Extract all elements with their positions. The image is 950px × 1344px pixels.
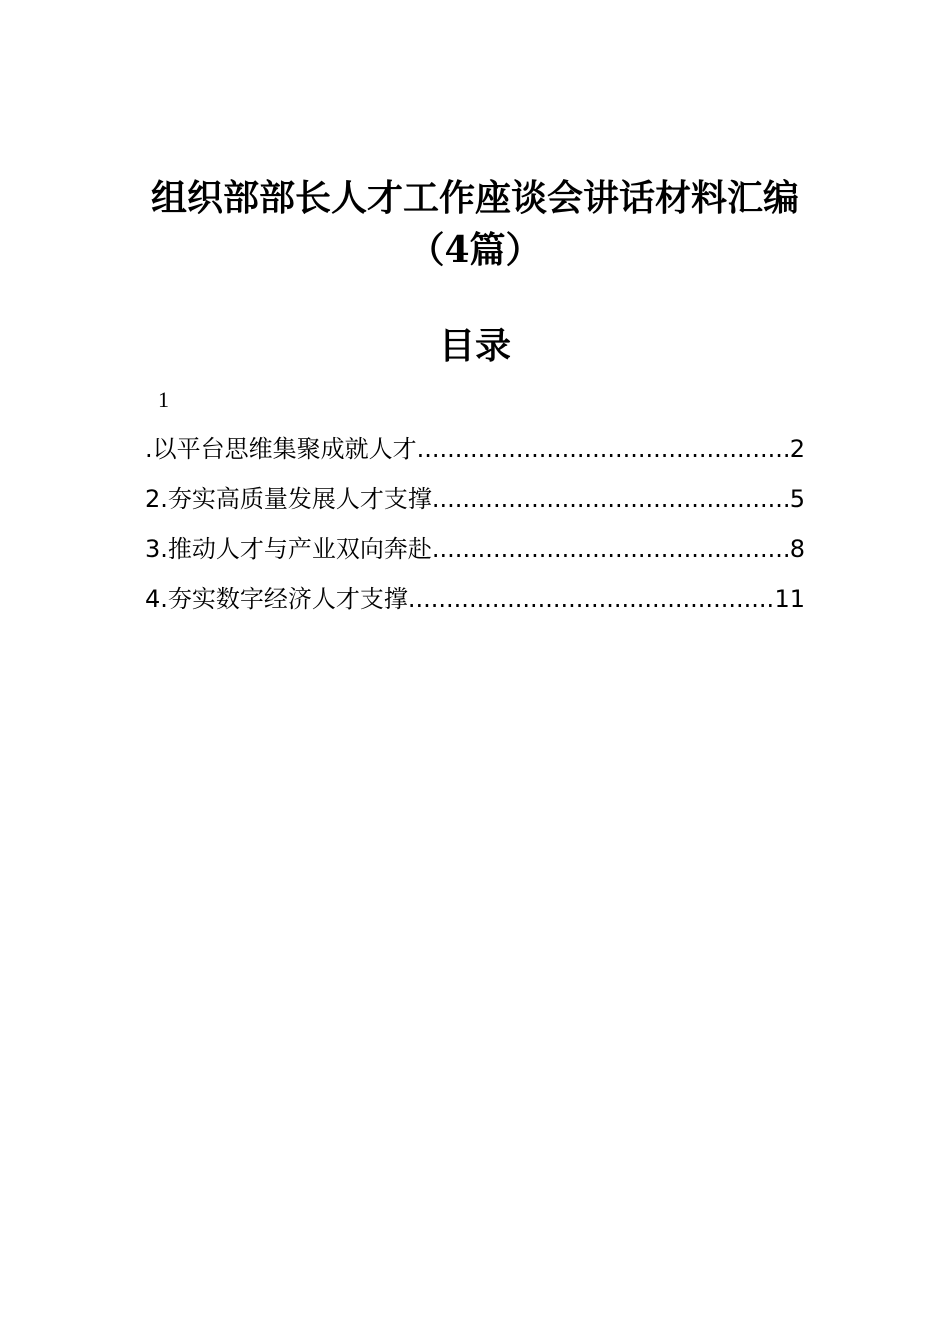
toc-dot-leader xyxy=(432,482,790,516)
toc-dot-leader xyxy=(432,532,790,566)
toc-entry-label: 4.夯实数字经济人才支撑 xyxy=(145,585,408,613)
toc-entry-label: 2.夯实高质量发展人才支撑 xyxy=(145,485,432,513)
toc-entry-page: 8 xyxy=(789,535,805,563)
toc-dot-leader xyxy=(408,582,775,616)
toc-entry-page: 5 xyxy=(789,485,805,513)
toc-stray-number: 1 xyxy=(158,387,169,412)
toc-entry-label: 3.推动人才与产业双向奔赴 xyxy=(145,535,432,563)
toc-entry-label: .以平台思维集聚成就人才 xyxy=(145,435,417,463)
toc-entry-page: 11 xyxy=(774,585,805,613)
table-of-contents xyxy=(145,432,805,632)
toc-dot-leader xyxy=(417,432,790,466)
document-title-count: （4篇） xyxy=(408,229,542,271)
toc-entry-page: 2 xyxy=(789,435,805,463)
toc-heading: 目录 xyxy=(438,325,511,367)
toc-entry-1[interactable] xyxy=(145,432,805,482)
document-title: 组织部部长人才工作座谈会讲话材料汇编 xyxy=(150,177,799,219)
toc-entry-3[interactable] xyxy=(145,532,805,582)
toc-entry-4[interactable] xyxy=(145,582,805,632)
toc-entry-2[interactable] xyxy=(145,482,805,532)
